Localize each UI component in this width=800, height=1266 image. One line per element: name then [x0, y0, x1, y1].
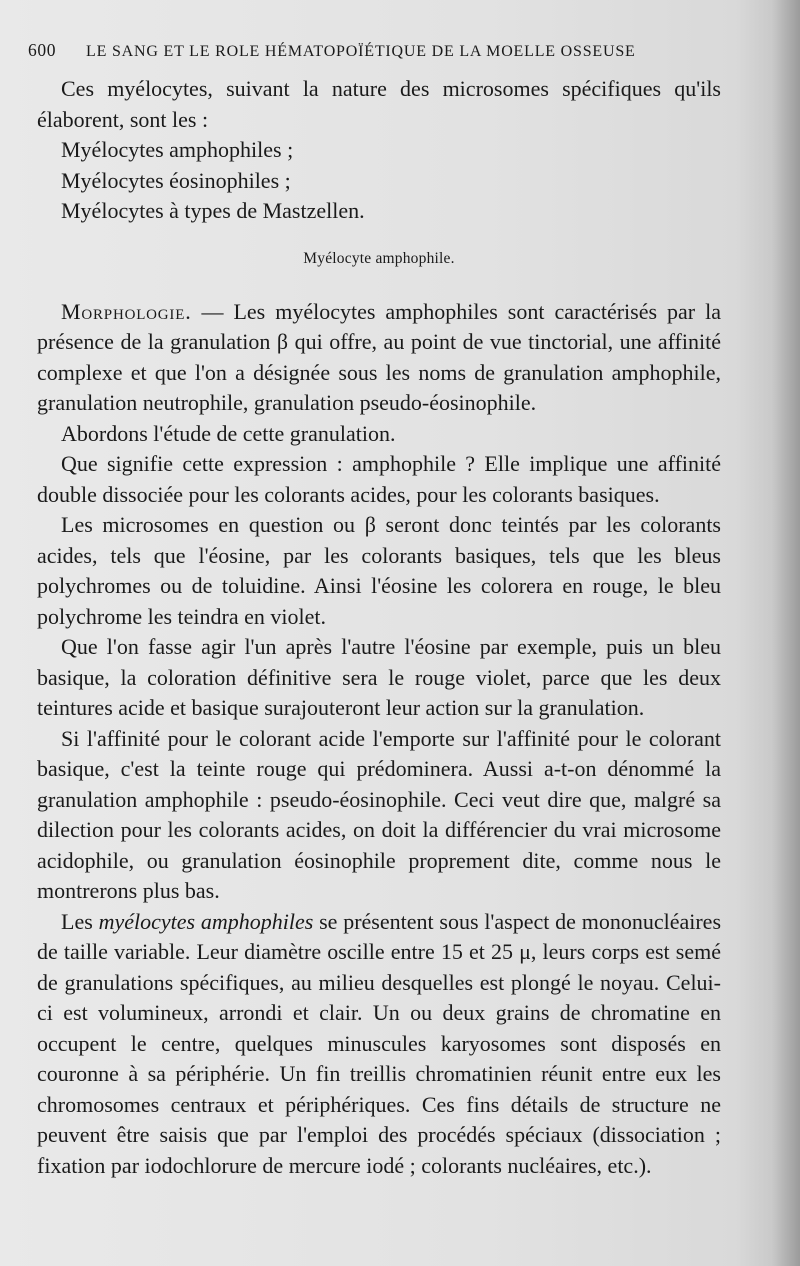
intro-sentence: Ces myélocytes, suivant la nature des microsomes spécifiques qu'ils élaborent, sont les :	[37, 76, 721, 132]
morphology-paragraph	[37, 297, 721, 419]
paragraph-5: Si l'affinité pour le colorant acide l'emporte sur l'affinité pour le colorant basique, c'est la teinte rouge qui prédominera. Aussi a-t-on dénommé la granulation amphophile : pseudo-éosinophile. Ceci veut dire que, malgré sa dilection pour les colorants acides, on doit la différencier du vrai microsome acidophile, ou granulation éosinophile proprement dite, comme nous le montrerons plus bas.	[37, 725, 721, 903]
list-item-eosinophiles: Myélocytes éosinophiles ;	[61, 167, 291, 193]
paragraph-2: Que signifie cette expression : amphophile ? Elle implique une affinité double dissociée pour les colorants acides, pour les colorants basiques.	[37, 451, 721, 507]
page-number: 600	[28, 40, 57, 60]
paragraph-4: Que l'on fasse agir l'un après l'autre l'éosine par exemple, puis un bleu basique, la coloration définitive sera le rouge violet, parce que les deux teintures acide et basique surajouteront leur action sur la granulation.	[37, 634, 721, 720]
running-head	[28, 40, 768, 61]
paragraph-6-italic: myélocytes amphophiles	[98, 908, 314, 934]
list-item-amphophiles: Myélocytes amphophiles ;	[61, 137, 294, 162]
paragraph-6	[37, 907, 721, 1182]
paragraph-1: Abordons l'étude de cette granulation.	[61, 420, 396, 446]
paragraph-6-lead: Les	[61, 908, 99, 934]
morphology-label: Morphologie.	[61, 298, 192, 324]
paragraph-3: Les microsomes en question ou β seront donc teintés par les colorants acides, tels que l'éosine, par les colorants basiques, tels que les bleus polychromes ou de toluidine. Ainsi l'éosine les colorera en rouge, le bleu polychrome les teindra en violet.	[37, 512, 721, 629]
section-subheading: Myélocyte amphophile.	[303, 249, 455, 267]
morphology-text: — Les myélocytes amphophiles sont caractérisés par la présence de la granulation β qui offre, au point de vue tinctorial, une affinité complexe et que l'on a désignée sous les noms de granulation amphophile, granulation neutrophile, granulation pseudo-éosinophile.	[37, 298, 721, 415]
body-text	[37, 74, 721, 1181]
running-title: LE SANG ET LE ROLE HÉMATOPOÏÉTIQUE DE LA MOELLE OSSEUSE	[86, 43, 636, 60]
list-item-mastzellen: Myélocytes à types de Mastzellen.	[61, 198, 365, 223]
paragraph-6-rest: se présentent sous l'aspect de mononucléaires de taille variable. Leur diamètre oscille entre 15 et 25 μ, leurs corps est semé de granulations spécifiques, au milieu desquelles est plongé le noyau. Celui-ci est volumineux, arrondi et clair. Un ou deux grains de chromatine en occupent le centre, quelques minuscules karyosomes sont disposés en couronne à sa périphérie. Un fin treillis chromatinien réunit entre eux les chromosomes centraux et périphériques. Ces fins détails de structure ne peuvent être saisis que par l'emploi des procédés spéciaux (dissociation ; fixation par iodochlorure de mercure iodé ; colorants nucléaires, etc.).	[37, 908, 722, 1178]
